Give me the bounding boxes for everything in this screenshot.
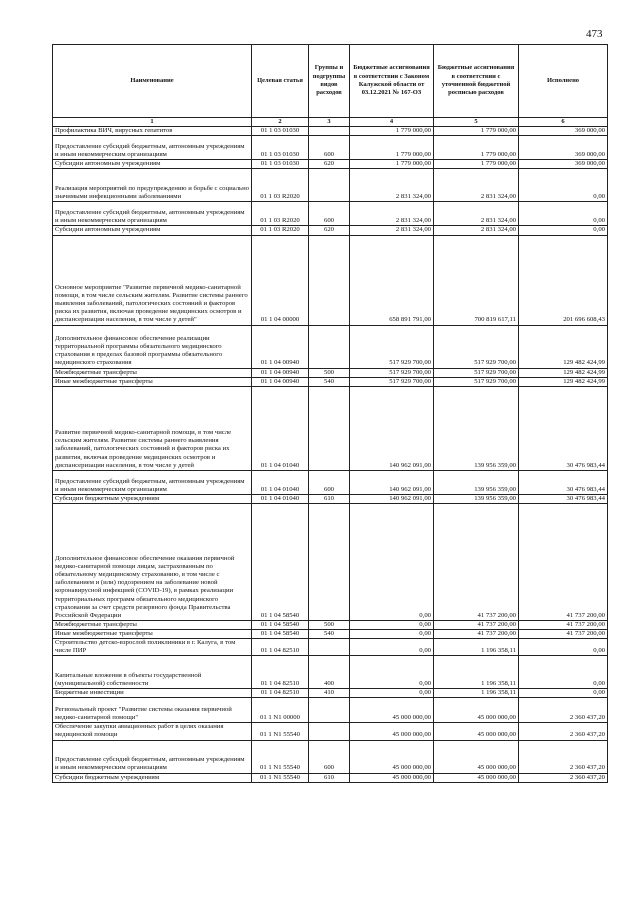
row-law-amount: 45 000 000,00 [350,740,434,773]
row-law-amount: 517 929 700,00 [350,368,434,377]
row-law-amount: 2 831 324,00 [350,202,434,226]
row-law-amount: 517 929 700,00 [350,377,434,386]
table-row [53,325,608,368]
row-law-amount: 140 962 091,00 [350,470,434,494]
row-clarified-amount: 45 000 000,00 [434,723,519,740]
row-name: Строительство детско-взрослой поликлиники в г. Калуга, в том числе ПИР [53,639,252,656]
row-executed-amount: 2 360 437,20 [519,698,608,723]
table-body [53,127,608,782]
row-target-code: 01 1 04 58540 [252,629,309,638]
table-row [53,377,608,386]
table-row [53,656,608,689]
row-name: Дополнительное финансовое обеспечение оказания первичной медико-санитарной помощи лицам, застрахованным по обязательному медицинскому страхованию, в том числе с заболеванием и (или) подозрением на заболевание новой коронавирусной инфекцией (COVID-19), в рамках реализации территориальных программ обязательного медицинского страхования за счет средств резервного фонда Правительства Российской Федерации [53,503,252,620]
row-executed-amount: 0,00 [519,689,608,698]
row-executed-amount: 369 000,00 [519,160,608,169]
column-number: 5 [434,118,519,127]
row-law-amount: 1 779 000,00 [350,160,434,169]
row-name: Иные межбюджетные трансферты [53,629,252,638]
row-executed-amount: 41 737 200,00 [519,629,608,638]
row-law-amount: 0,00 [350,503,434,620]
row-law-amount: 0,00 [350,656,434,689]
row-group: 540 [309,377,350,386]
table-row [53,689,608,698]
table-row [53,226,608,235]
row-clarified-amount: 1 779 000,00 [434,127,519,136]
row-law-amount: 45 000 000,00 [350,698,434,723]
table-row [53,503,608,620]
row-clarified-amount: 700 819 617,11 [434,235,519,325]
column-number: 6 [519,118,608,127]
table-row [53,127,608,136]
row-law-amount: 1 779 000,00 [350,127,434,136]
row-group: 620 [309,160,350,169]
table-row [53,202,608,226]
row-name: Дополнительное финансовое обеспечение реализации территориальной программы обязательного медицинского страхования в пределах базовой программы обязательного медицинского страхования [53,325,252,368]
row-target-code: 01 1 04 00940 [252,325,309,368]
row-clarified-amount: 45 000 000,00 [434,773,519,782]
row-executed-amount: 201 696 608,43 [519,235,608,325]
row-executed-amount: 0,00 [519,639,608,656]
row-law-amount: 45 000 000,00 [350,773,434,782]
row-name: Субсидии бюджетным учреждениям [53,773,252,782]
row-name: Обеспечение закупки авиационных работ в целях оказания медицинской помощи [53,723,252,740]
row-clarified-amount: 517 929 700,00 [434,377,519,386]
row-group [309,639,350,656]
row-clarified-amount: 2 831 324,00 [434,169,519,202]
row-target-code: 01 1 04 01040 [252,386,309,470]
row-name: Бюджетные инвестиции [53,689,252,698]
table-row [53,235,608,325]
row-law-amount: 140 962 091,00 [350,494,434,503]
row-group: 620 [309,226,350,235]
row-target-code: 01 1 04 00000 [252,235,309,325]
row-target-code: 01 1 04 82510 [252,689,309,698]
row-group [309,169,350,202]
row-clarified-amount: 1 196 358,11 [434,639,519,656]
row-group: 600 [309,202,350,226]
row-group: 610 [309,773,350,782]
row-target-code: 01 1 03 R2020 [252,226,309,235]
table-row [53,773,608,782]
row-executed-amount: 41 737 200,00 [519,503,608,620]
row-group: 600 [309,136,350,160]
row-target-code: 01 1 N1 55540 [252,773,309,782]
row-clarified-amount: 45 000 000,00 [434,698,519,723]
row-clarified-amount: 2 831 324,00 [434,226,519,235]
row-target-code: 01 1 04 00940 [252,368,309,377]
row-target-code: 01 1 04 01040 [252,494,309,503]
row-group [309,386,350,470]
row-clarified-amount: 45 000 000,00 [434,740,519,773]
table-row [53,136,608,160]
row-target-code: 01 1 N1 55540 [252,723,309,740]
row-target-code: 01 1 04 58540 [252,620,309,629]
row-target-code: 01 1 N1 55540 [252,740,309,773]
header-target: Целевая статья [252,45,309,118]
row-name: Капитальные вложения в объекты государственной (муниципальной) собственности [53,656,252,689]
column-number-row [53,118,608,127]
row-executed-amount: 30 476 983,44 [519,470,608,494]
row-executed-amount: 369 000,00 [519,136,608,160]
row-group: 500 [309,368,350,377]
row-executed-amount: 0,00 [519,169,608,202]
row-executed-amount: 2 360 437,20 [519,740,608,773]
table-row [53,723,608,740]
column-number: 1 [53,118,252,127]
row-law-amount: 45 000 000,00 [350,723,434,740]
row-group [309,127,350,136]
row-name: Субсидии автономным учреждениям [53,160,252,169]
row-group: 400 [309,656,350,689]
table-row [53,169,608,202]
page-number: 473 [586,28,603,40]
header-group: Группы и подгруппы видов расходов [309,45,350,118]
row-law-amount: 517 929 700,00 [350,325,434,368]
row-name: Профилактика ВИЧ, вирусных гепатитов [53,127,252,136]
row-law-amount: 0,00 [350,629,434,638]
table-row [53,620,608,629]
table-row [53,698,608,723]
row-target-code: 01 1 04 01040 [252,470,309,494]
row-group [309,235,350,325]
row-clarified-amount: 517 929 700,00 [434,368,519,377]
row-clarified-amount: 1 779 000,00 [434,160,519,169]
row-group [309,503,350,620]
row-executed-amount: 30 476 983,44 [519,386,608,470]
column-number: 2 [252,118,309,127]
row-target-code: 01 1 04 00940 [252,377,309,386]
row-target-code: 01 1 04 82510 [252,639,309,656]
row-target-code: 01 1 03 R2020 [252,169,309,202]
row-group [309,325,350,368]
table-row [53,740,608,773]
column-number: 3 [309,118,350,127]
row-name: Основное мероприятие "Развитие первичной медико-санитарной помощи, в том числе сельским жителям. Развитие системы раннего выявления заболеваний, патологических состояний и факторов риска их развития, включая проведение медицинских осмотров и диспансеризации населения, в том числе у детей" [53,235,252,325]
header-law: Бюджетные ассигнования в соответствии с Законом Калужской области от 03.12.2021 № 167-ОЗ [350,45,434,118]
table-row [53,494,608,503]
table-row [53,470,608,494]
row-name: Иные межбюджетные трансферты [53,377,252,386]
header-executed: Исполнено [519,45,608,118]
header-name: Наименование [53,45,252,118]
row-target-code: 01 1 04 82510 [252,656,309,689]
row-target-code: 01 1 03 01030 [252,136,309,160]
row-name: Межбюджетные трансферты [53,620,252,629]
row-executed-amount: 30 476 983,44 [519,494,608,503]
row-name: Предоставление субсидий бюджетным, автономным учреждениям и иным некоммерческим организациям [53,136,252,160]
table-row [53,160,608,169]
row-clarified-amount: 1 196 358,11 [434,656,519,689]
row-clarified-amount: 2 831 324,00 [434,202,519,226]
row-law-amount: 658 891 791,00 [350,235,434,325]
row-executed-amount: 129 482 424,99 [519,377,608,386]
row-law-amount: 2 831 324,00 [350,169,434,202]
table-row [53,639,608,656]
row-group: 610 [309,494,350,503]
row-group [309,698,350,723]
row-clarified-amount: 41 737 200,00 [434,503,519,620]
row-group: 410 [309,689,350,698]
row-executed-amount: 369 000,00 [519,127,608,136]
row-group [309,723,350,740]
row-executed-amount: 129 482 424,99 [519,368,608,377]
header-clarified: Бюджетные ассигнования в соответствии с уточненной бюджетной росписью расходов [434,45,519,118]
row-executed-amount: 41 737 200,00 [519,620,608,629]
row-name: Предоставление субсидий бюджетным, автономным учреждениям и иным некоммерческим организациям [53,470,252,494]
row-clarified-amount: 139 956 359,00 [434,494,519,503]
row-clarified-amount: 41 737 200,00 [434,629,519,638]
row-name: Субсидии автономным учреждениям [53,226,252,235]
row-law-amount: 140 962 091,00 [350,386,434,470]
budget-table [52,44,608,783]
row-law-amount: 1 779 000,00 [350,136,434,160]
row-name: Региональный проект "Развитие системы оказания первичной медико-санитарной помощи" [53,698,252,723]
row-law-amount: 2 831 324,00 [350,226,434,235]
table-row [53,386,608,470]
row-name: Предоставление субсидий бюджетным, автономным учреждениям и иным некоммерческим организациям [53,202,252,226]
row-law-amount: 0,00 [350,620,434,629]
row-target-code: 01 1 03 01030 [252,160,309,169]
row-executed-amount: 2 360 437,20 [519,773,608,782]
header-row [53,45,608,118]
row-clarified-amount: 1 196 358,11 [434,689,519,698]
row-executed-amount: 129 482 424,99 [519,325,608,368]
row-clarified-amount: 41 737 200,00 [434,620,519,629]
row-clarified-amount: 1 779 000,00 [434,136,519,160]
row-group: 540 [309,629,350,638]
row-executed-amount: 0,00 [519,226,608,235]
row-executed-amount: 0,00 [519,656,608,689]
row-group: 600 [309,470,350,494]
row-target-code: 01 1 N1 00000 [252,698,309,723]
row-name: Предоставление субсидий бюджетным, автономным учреждениям и иным некоммерческим организациям [53,740,252,773]
row-target-code: 01 1 04 58540 [252,503,309,620]
row-name: Развитие первичной медико-санитарной помощи, в том числе сельским жителям. Развитие системы раннего выявления заболеваний, патологических состояний и факторов риска их развития, включая проведение медицинских осмотров и диспансеризации населения, в том числе у детей [53,386,252,470]
row-group: 600 [309,740,350,773]
row-clarified-amount: 139 956 359,00 [434,386,519,470]
row-target-code: 01 1 03 R2020 [252,202,309,226]
row-group: 500 [309,620,350,629]
table-row [53,629,608,638]
row-law-amount: 0,00 [350,639,434,656]
row-executed-amount: 2 360 437,20 [519,723,608,740]
row-name: Межбюджетные трансферты [53,368,252,377]
row-name: Субсидии бюджетным учреждениям [53,494,252,503]
row-executed-amount: 0,00 [519,202,608,226]
row-law-amount: 0,00 [350,689,434,698]
row-target-code: 01 1 03 01030 [252,127,309,136]
row-clarified-amount: 517 929 700,00 [434,325,519,368]
row-clarified-amount: 139 956 359,00 [434,470,519,494]
table-row [53,368,608,377]
row-name: Реализация мероприятий по предупреждению и борьбе с социально значимыми инфекционными заболеваниями [53,169,252,202]
column-number: 4 [350,118,434,127]
